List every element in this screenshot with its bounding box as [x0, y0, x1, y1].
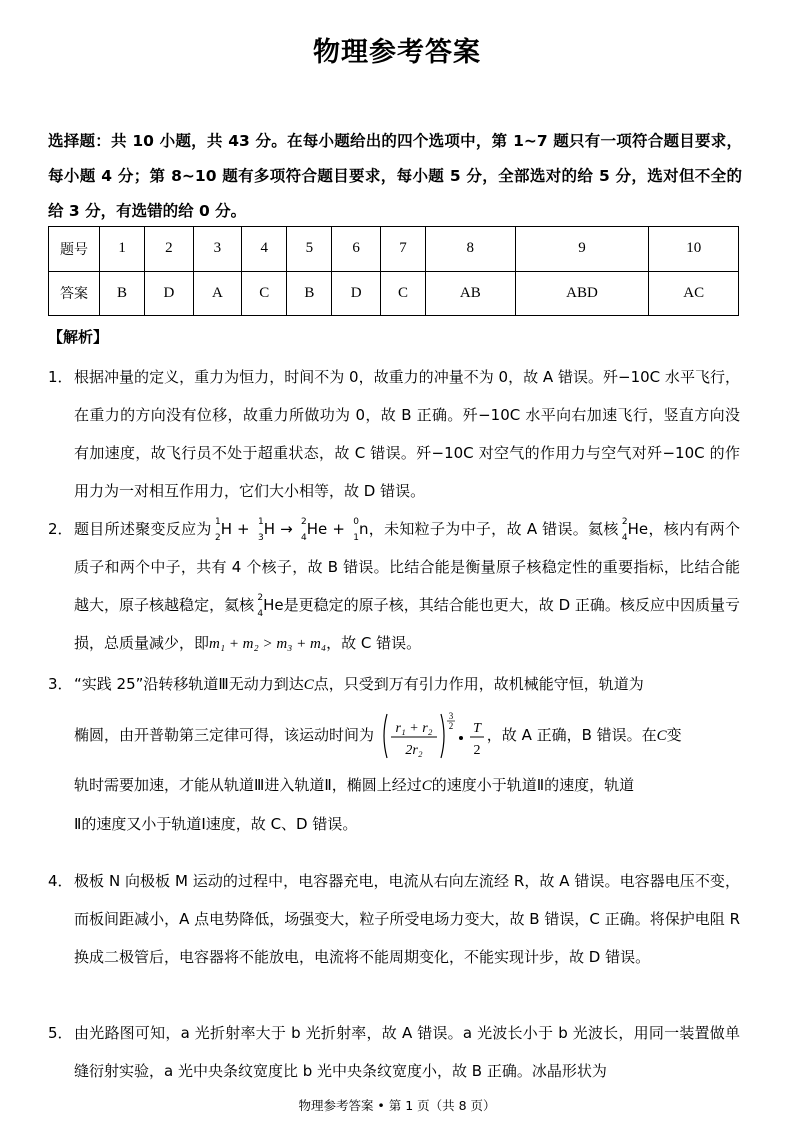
item-number: 5． [48, 1024, 73, 1042]
row-label: 答案 [49, 271, 100, 316]
page-footer: 物理参考答案 • 第 1 页（共 8 页） [298, 1098, 496, 1113]
table-cell: D [145, 271, 194, 316]
table-cell: 10 [649, 227, 739, 272]
table-cell: 9 [515, 227, 649, 272]
item-text: 根据冲量的定义，重力为恒力，时间不为 0，故重力的冲量不为 0，故 A 错误。歼−10C 水平飞行，在重力的方向没有位移，故重力所做功为 0，故 B 正确。歼−10C 水平向右加速飞行，竖直方向没有加速度，故飞行员不处于超重状态，故 C 错误。歼−10C 对空气的作用力与空气对歼−10C 的作用力为一对相互作用力，它们大小相等，故 D 错误。 [74, 368, 740, 500]
intro-text: 选择题：共 10 小题，共 43 分。在每小题给出的四个选项中，第 1~7 题只有一项符合题目要求，每小题 4 分；第 8~10 题有多项符合题目要求，每小题 5 分，全部选对的给 5 分，选对但不全的给 3 分，有选错的给 0 分。 [48, 132, 742, 220]
table-row-numbers [49, 227, 739, 272]
analysis-item-3 [48, 665, 740, 843]
item-number: 3． [48, 675, 73, 693]
table-cell: B [287, 271, 332, 316]
table-cell: AB [426, 271, 516, 316]
table-cell: 6 [332, 227, 381, 272]
table-cell: 2 [145, 227, 194, 272]
analysis-item-2 [48, 510, 740, 663]
row-label: 题号 [49, 227, 100, 272]
answer-table [48, 226, 739, 316]
time-formula [379, 708, 487, 764]
item-number: 4． [48, 872, 73, 890]
table-cell: AC [649, 271, 739, 316]
page-title: 物理参考答案 [313, 37, 481, 68]
item-number: 1． [48, 368, 73, 386]
table-cell: 1 [100, 227, 145, 272]
item-text: “实践 25”沿转移轨道Ⅲ无动力到达C点，只受到万有引力作用，故机械能守恒，轨道为 椭圆，由开普勒第三定律可得，该运动时间为 r₁ + r₂ 2r₂ 3 2 T 2 ，故 A 正确，B 错误。在C变 轨时需要加速，才能从轨道Ⅲ进入轨道Ⅱ，椭圆上经过C的速度小于轨道Ⅱ的速度，轨道 Ⅱ的速度又小于轨道Ⅰ速度，故 C、D 错误。 [74, 675, 682, 833]
table-row-answers [49, 271, 739, 316]
table-cell: C [380, 271, 425, 316]
analysis-item-4 [48, 862, 740, 976]
table-cell: ABD [515, 271, 649, 316]
table-cell: D [332, 271, 381, 316]
table-cell: 3 [193, 227, 242, 272]
analysis-item-1 [48, 358, 740, 510]
table-cell: C [242, 271, 287, 316]
exponent-numerator: 3 [448, 710, 454, 721]
fraction-denominator: 2r₂ [405, 742, 423, 758]
item-text: 由光路图可知，a 光折射率大于 b 光折射率，故 A 错误。a 光波长小于 b 光波长，用同一装置做单缝衍射实验，a 光中央条纹宽度比 b 光中央条纹宽度小，故 B 正确。冰晶形状为 [74, 1024, 740, 1080]
fraction-numerator: r₁ + r₂ [395, 720, 433, 736]
table-cell: 8 [426, 227, 516, 272]
item-number: 2． [48, 520, 73, 538]
table-cell: A [193, 271, 242, 316]
item-text: 题目所述聚变反应为 2 1 H + 3 1 H → 4 2 He + 1 0 n，未知粒子为中子，故 A 错误。氦核 4 2 He，核内有两个质子和两个中子，共有 4 个核子，故 B 错误。比结合能是衡量原子核稳定性的重要指标，比结合能越大，原子核越稳定，氦核 4 2 He是更稳定的原子核，其结合能也更大，故 D 正确。核反应中因质量亏损，总质量减少，即m₁ + m₂ > m₃ + m₄，故 C 错误。 [74, 516, 740, 652]
table-cell: 7 [380, 227, 425, 272]
period-denominator: 2 [473, 742, 481, 758]
table-cell: 5 [287, 227, 332, 272]
analysis-heading: 【解析】 [48, 328, 109, 346]
table-cell: 4 [242, 227, 287, 272]
item-text: 极板 N 向极板 M 运动的过程中，电容器充电，电流从右向左流经 R，故 A 错误。电容器电压不变，而板间距减小，A 点电势降低，场强变大，粒子所受电场力变大，故 B 错误，C 正确。将保护电阻 R 换成二极管后，电容器将不能放电，电流将不能周期变化，不能实现计步，故 D 错误。 [74, 872, 740, 966]
table-cell: B [100, 271, 145, 316]
exponent-denominator: 2 [448, 720, 454, 731]
period-numerator: T [472, 720, 481, 736]
analysis-item-5 [48, 1014, 740, 1090]
